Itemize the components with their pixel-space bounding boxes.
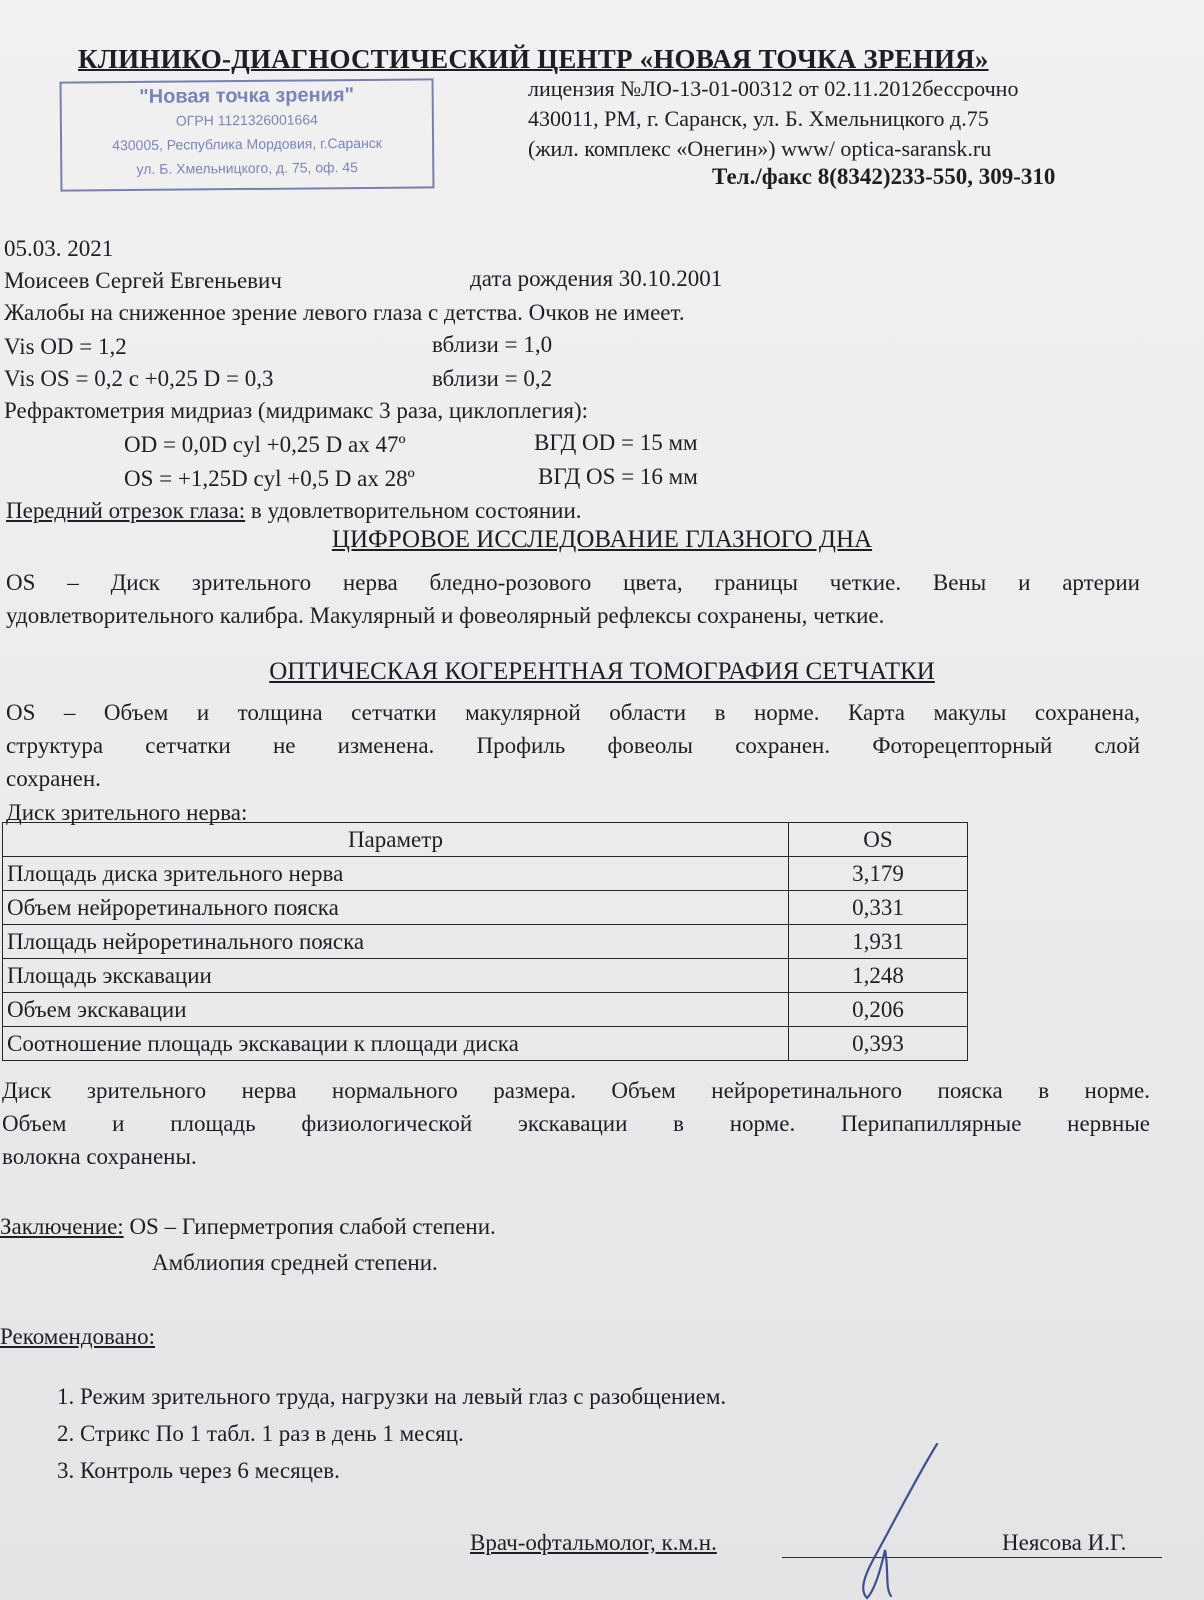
iop-od: ВГД OD = 15 мм: [534, 430, 698, 455]
table-row: [3, 959, 968, 993]
list-item: 2. Стрикс По 1 табл. 1 раз в день 1 месяц.: [80, 1415, 726, 1452]
table-row: [3, 925, 968, 959]
row-os-value: 1,248: [789, 959, 968, 993]
clinic-name: КЛИНИКО-ДИАГНОСТИЧЕСКИЙ ЦЕНТР «НОВАЯ ТОЧКА ЗРЕНИЯ»: [78, 44, 989, 74]
row-param: Соотношение площадь экскавации к площади диска: [3, 1027, 789, 1061]
iop-os: ВГД OS = 16 мм: [538, 464, 698, 489]
table-header-row: [3, 823, 968, 857]
refraction-od: OD = 0,0D cyl +0,25 D ax 47º: [124, 432, 406, 457]
doctor-title: Врач-офтальмолог, к.м.н.: [470, 1530, 717, 1555]
fundus-text-line-1: OS – Диск зрительного нерва бледно-розового цвета, границы четкие. Вены и артерии: [6, 570, 1140, 595]
address-line: 430011, РМ, г. Саранск, ул. Б. Хмельницкого д.75: [528, 106, 989, 131]
table-row: [3, 891, 968, 925]
stamp-name: "Новая точка зрения": [139, 84, 355, 108]
vis-od-near: вблизи = 1,0: [432, 332, 553, 357]
oct-title: ОПТИЧЕСКАЯ КОГЕРЕНТНАЯ ТОМОГРАФИЯ СЕТЧАТКИ: [269, 658, 935, 685]
oct-text-line-3: сохранен.: [6, 766, 101, 791]
header-os: OS: [789, 823, 968, 857]
signature-mark: [845, 1440, 965, 1600]
list-item: 1. Режим зрительного труда, нагрузки на левый глаз с разобщением.: [80, 1378, 726, 1415]
header-param: Параметр: [3, 823, 789, 857]
row-os-value: 0,331: [789, 891, 968, 925]
recommendations-label: Рекомендовано:: [0, 1324, 156, 1349]
conclusion: [0, 1214, 496, 1240]
oct-text: [6, 696, 1140, 795]
complaints: Жалобы на сниженное зрение левого глаза с детства. Очков не имеет.: [4, 300, 685, 325]
conclusion-line-1: OS – Гиперметропия слабой степени.: [123, 1214, 496, 1239]
refractometry-label: Рефрактометрия мидриаз (мидримакс 3 раза, циклоплегия):: [4, 398, 589, 423]
disc-summary-line-2: Объем и площадь физиологической экскавации в норме. Перипапиллярные нервные: [2, 1111, 1150, 1136]
table-row: [3, 993, 968, 1027]
fundus-text: [6, 566, 1140, 632]
doctor-name: Неясова И.Г.: [1002, 1530, 1127, 1555]
anterior-value: в удовлетворительном состоянии.: [245, 498, 582, 523]
phone-line: Тел./факс 8(8342)233-550, 309-310: [712, 164, 1056, 189]
conclusion-label: Заключение:: [0, 1214, 124, 1239]
recommendations-list: [30, 1378, 726, 1489]
license-line: лицензия №ЛО-13-01-00312 от 02.11.2012бессрочно: [528, 76, 1019, 101]
refraction-os: OS = +1,25D cyl +0,5 D ax 28º: [124, 466, 415, 491]
patient-name: Моисеев Сергей Евгеньевич: [4, 268, 282, 293]
disc-label: Диск зрительного нерва:: [6, 800, 248, 825]
row-os-value: 0,206: [789, 993, 968, 1027]
vis-os-near: вблизи = 0,2: [432, 366, 553, 391]
optic-disc-table: [2, 822, 968, 1061]
anterior-segment: [6, 498, 582, 524]
stamp-ogrn: ОГРН 1121326001664: [175, 111, 318, 129]
anterior-label: Передний отрезок глаза:: [6, 498, 246, 523]
clinic-stamp: [60, 78, 435, 191]
row-param: Площадь экскавации: [3, 959, 789, 993]
fundus-title: ЦИФРОВОЕ ИССЛЕДОВАНИЕ ГЛАЗНОГО ДНА: [331, 526, 873, 553]
row-param: Площадь нейроретинального пояска: [3, 925, 789, 959]
table-row: [3, 1027, 968, 1061]
oct-text-line-2: структура сетчатки не изменена. Профиль фовеолы сохранен. Фоторецепторный слой: [6, 733, 1140, 758]
row-os-value: 1,931: [789, 925, 968, 959]
signature-line: [782, 1557, 1162, 1558]
fundus-text-line-2: удовлетворительного калибра. Макулярный и фовеолярный рефлексы сохранены, четкие.: [6, 603, 885, 628]
row-param: Площадь диска зрительного нерва: [3, 857, 789, 891]
vis-od: Vis OD = 1,2: [4, 334, 127, 359]
stamp-region: 430005, Республика Мордовия, г.Саранск: [112, 134, 382, 154]
row-param: Объем экскавации: [3, 993, 789, 1027]
record-date: 05.03. 2021: [4, 236, 114, 261]
row-os-value: 0,393: [789, 1027, 968, 1061]
table-row: [3, 857, 968, 891]
stamp-street: ул. Б. Хмельницкого, д. 75, оф. 45: [136, 159, 359, 177]
row-param: Объем нейроретинального пояска: [3, 891, 789, 925]
conclusion-line-2: Амблиопия средней степени.: [152, 1250, 438, 1275]
row-os-value: 3,179: [789, 857, 968, 891]
disc-summary-line-1: Диск зрительного нерва нормального размера. Объем нейроретинального пояска в норме.: [2, 1078, 1150, 1103]
list-item: 3. Контроль через 6 месяцев.: [80, 1452, 726, 1489]
birth-date: дата рождения 30.10.2001: [470, 266, 723, 291]
oct-text-line-1: OS – Объем и толщина сетчатки макулярной области в норме. Карта макулы сохранена,: [6, 700, 1140, 725]
complex-site-line: (жил. комплекс «Онегин») www/ optica-saransk.ru: [528, 136, 992, 161]
disc-summary-line-3: волокна сохранены.: [2, 1144, 197, 1169]
disc-summary: [2, 1074, 1150, 1173]
vis-os: Vis OS = 0,2 с +0,25 D = 0,3: [4, 366, 274, 391]
